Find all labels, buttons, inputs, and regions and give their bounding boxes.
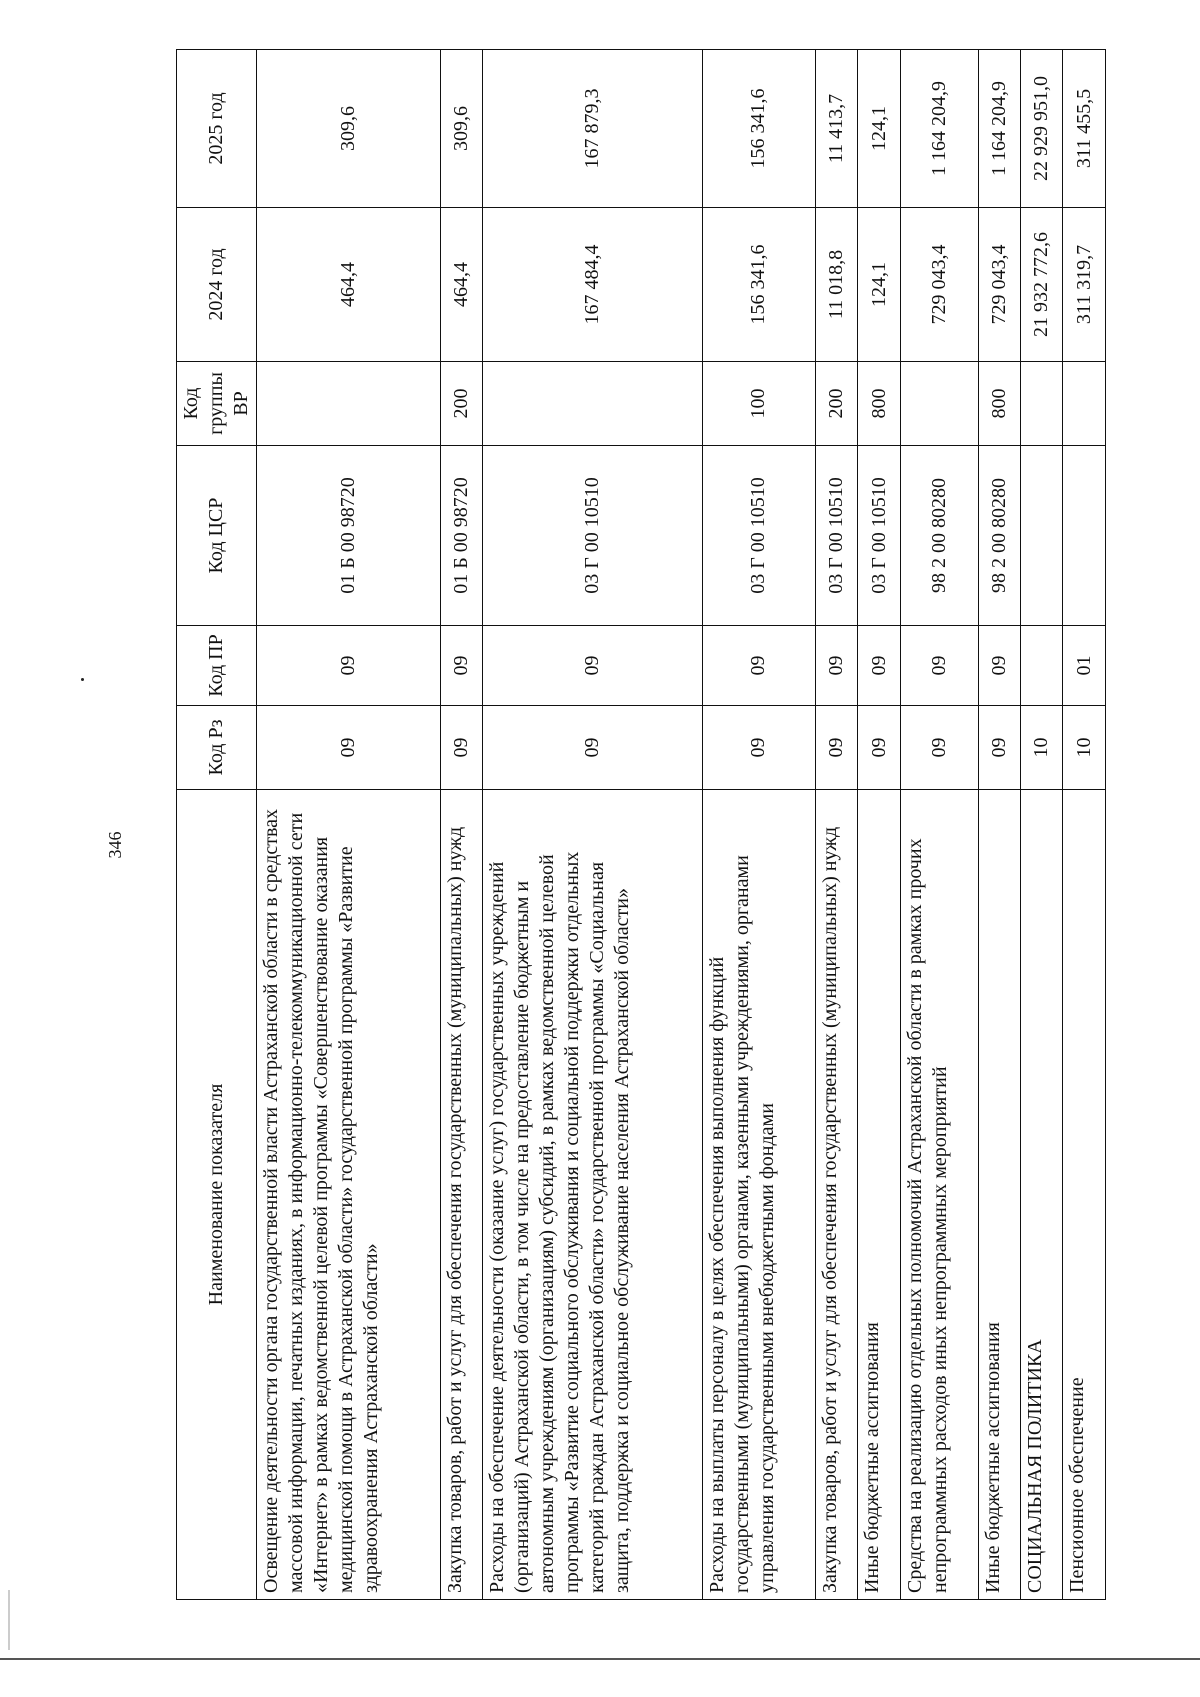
- row-2025: 309,6: [440, 50, 482, 208]
- row-vr: 800: [858, 362, 900, 446]
- scan-bottom-rule: [0, 1658, 1200, 1660]
- table-row: [702, 50, 815, 1600]
- header-vr: Код группы ВР: [177, 362, 257, 446]
- row-name: СОЦИАЛЬНАЯ ПОЛИТИКА: [1021, 790, 1063, 1600]
- row-rz: 09: [257, 706, 441, 790]
- row-rz: 09: [858, 706, 900, 790]
- header-2025: 2025 год: [177, 50, 257, 208]
- row-2024: 167 484,4: [483, 208, 702, 362]
- row-csr: 98 2 00 80280: [900, 446, 978, 626]
- row-2025: 1 164 204,9: [900, 50, 978, 208]
- row-vr: [1063, 362, 1106, 446]
- row-vr: [257, 362, 441, 446]
- row-name: Расходы на выплаты персоналу в целях обеспечения выполнения функций государственными (муниципальными) органами, казенными учреждениями, органами управления государственными внебюджетными фондами: [702, 790, 815, 1600]
- row-csr: 98 2 00 80280: [978, 446, 1020, 626]
- page-number: 346: [105, 831, 125, 859]
- row-2024: 464,4: [440, 208, 482, 362]
- row-csr: [1063, 446, 1106, 626]
- row-rz: 09: [978, 706, 1020, 790]
- row-2024: 124,1: [858, 208, 900, 362]
- row-name: Пенсионное обеспечение: [1063, 790, 1106, 1600]
- row-csr: 03 Г 00 10510: [483, 446, 702, 626]
- row-2024: 21 932 772,6: [1021, 208, 1063, 362]
- row-rz: 09: [702, 706, 815, 790]
- row-pr: 09: [483, 626, 702, 706]
- row-pr: 01: [1063, 626, 1106, 706]
- row-pr: 09: [440, 626, 482, 706]
- row-2024: 729 043,4: [978, 208, 1020, 362]
- table-header-row: [177, 50, 257, 1600]
- budget-table-wrapper: [176, 50, 1106, 1600]
- row-2024: 464,4: [257, 208, 441, 362]
- table-row: [858, 50, 900, 1600]
- row-vr: 100: [702, 362, 815, 446]
- row-vr: [900, 362, 978, 446]
- row-pr: 09: [257, 626, 441, 706]
- row-csr: 03 Г 00 10510: [702, 446, 815, 626]
- row-csr: 03 Г 00 10510: [815, 446, 857, 626]
- row-vr: [1021, 362, 1063, 446]
- row-name: Закупка товаров, работ и услуг для обеспечения государственных (муниципальных) нужд: [440, 790, 482, 1600]
- row-csr: [1021, 446, 1063, 626]
- row-2025: 22 929 951,0: [1021, 50, 1063, 208]
- row-csr: 01 Б 00 98720: [257, 446, 441, 626]
- header-csr: Код ЦСР: [177, 446, 257, 626]
- row-csr: 01 Б 00 98720: [440, 446, 482, 626]
- header-2024: 2024 год: [177, 208, 257, 362]
- row-name: Закупка товаров, работ и услуг для обеспечения государственных (муниципальных) нужд: [815, 790, 857, 1600]
- row-vr: [483, 362, 702, 446]
- row-2025: 167 879,3: [483, 50, 702, 208]
- row-2025: 11 413,7: [815, 50, 857, 208]
- row-2025: 309,6: [257, 50, 441, 208]
- row-rz: 09: [900, 706, 978, 790]
- row-name: Расходы на обеспечение деятельности (оказание услуг) государственных учреждений (организаций) Астраханской области, в том числе на предоставление бюджетным и автономным учреждениям (организациям) субсидий, в рамках ведомственной целевой программы «Развитие социального обслуживания и социальной поддержки отдельных категорий граждан Астраханской области» государственной программы «Социальная защита, поддержка и социальное обслуживание населения Астраханской области»: [483, 790, 702, 1600]
- row-pr: 09: [978, 626, 1020, 706]
- row-vr: 200: [440, 362, 482, 446]
- scan-edge: [8, 1590, 10, 1650]
- row-pr: 09: [815, 626, 857, 706]
- header-rz: Код Рз: [177, 706, 257, 790]
- budget-table: [176, 49, 1106, 1600]
- scan-speck: [81, 678, 84, 681]
- row-pr: 09: [858, 626, 900, 706]
- row-rz: 09: [815, 706, 857, 790]
- table-row: [978, 50, 1020, 1600]
- table-row: [1021, 50, 1063, 1600]
- row-rz: 09: [440, 706, 482, 790]
- row-csr: 03 Г 00 10510: [858, 446, 900, 626]
- row-name: Освещение деятельности органа государственной власти Астраханской области в средствах массовой информации, печатных изданиях, в информационно-телекоммуникационной сети «Интернет» в рамках ведомственной целевой программы «Совершенствование оказания медицинской помощи в Астраханской области» государственной программы «Развитие здравоохранения Астраханской области»: [257, 790, 441, 1600]
- row-2024: 311 319,7: [1063, 208, 1106, 362]
- header-name: Наименование показателя: [177, 790, 257, 1600]
- row-2025: 1 164 204,9: [978, 50, 1020, 208]
- row-name: Иные бюджетные ассигнования: [978, 790, 1020, 1600]
- row-pr: 09: [900, 626, 978, 706]
- row-2025: 311 455,5: [1063, 50, 1106, 208]
- row-2025: 124,1: [858, 50, 900, 208]
- row-2024: 156 341,6: [702, 208, 815, 362]
- table-row: [257, 50, 441, 1600]
- row-pr: 09: [702, 626, 815, 706]
- row-rz: 10: [1063, 706, 1106, 790]
- row-2024: 11 018,8: [815, 208, 857, 362]
- table-row: [900, 50, 978, 1600]
- row-2024: 729 043,4: [900, 208, 978, 362]
- row-rz: 09: [483, 706, 702, 790]
- row-name: Иные бюджетные ассигнования: [858, 790, 900, 1600]
- row-vr: 200: [815, 362, 857, 446]
- row-pr: [1021, 626, 1063, 706]
- row-vr: 800: [978, 362, 1020, 446]
- row-rz: 10: [1021, 706, 1063, 790]
- table-row: [1063, 50, 1106, 1600]
- header-pr: Код ПР: [177, 626, 257, 706]
- row-2025: 156 341,6: [702, 50, 815, 208]
- table-row: [815, 50, 857, 1600]
- table-row: [483, 50, 702, 1600]
- row-name: Средства на реализацию отдельных полномочий Астраханской области в рамках прочих непрограммных расходов иных непрограммных мероприятий: [900, 790, 978, 1600]
- table-row: [440, 50, 482, 1600]
